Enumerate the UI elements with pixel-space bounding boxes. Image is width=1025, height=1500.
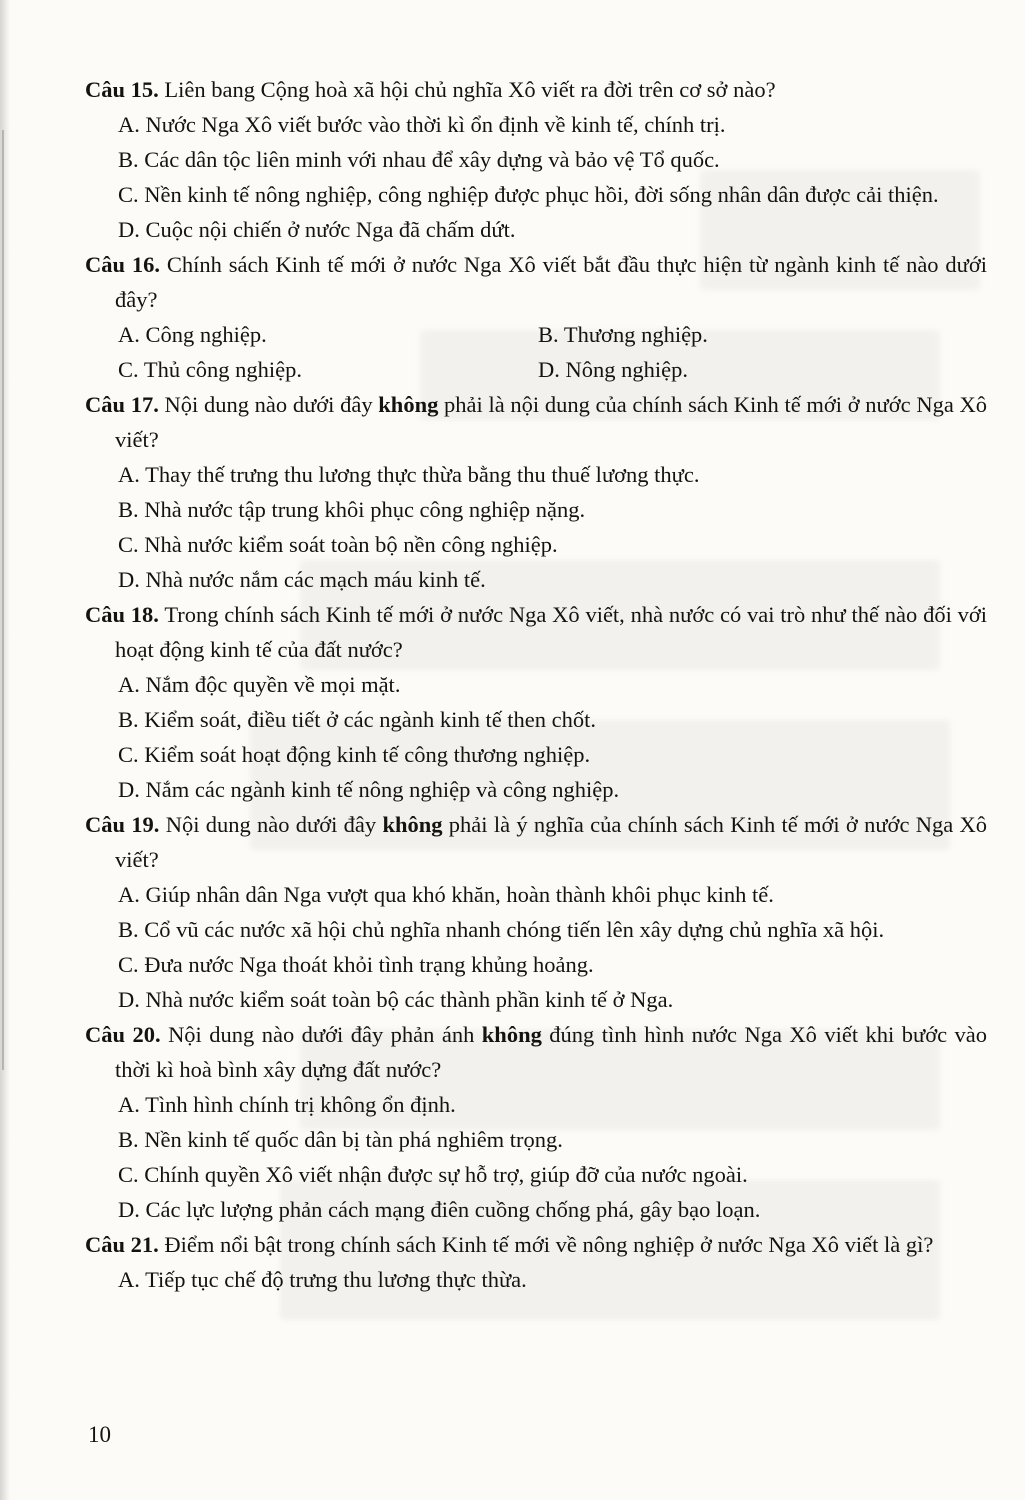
option-key: B. [118, 147, 139, 172]
option-text: Nhà nước kiểm soát toàn bộ nền công nghiệp. [144, 532, 558, 557]
option-key: B. [538, 322, 559, 347]
option-text: Cuộc nội chiến ở nước Nga đã chấm dứt. [145, 217, 516, 242]
option-key: C. [118, 1162, 139, 1187]
option-key: A. [118, 1267, 140, 1292]
option-d [118, 1192, 987, 1227]
question-stem [85, 247, 987, 317]
question-label: Câu 15. [85, 77, 159, 102]
options [118, 1262, 987, 1297]
option-a [118, 1262, 987, 1297]
stem-text: Nội dung nào dưới đây phản ánh [168, 1022, 482, 1047]
question-19 [85, 807, 987, 1017]
question-21 [85, 1227, 987, 1297]
stem-text: phải là nội dung của chính sách Kinh tế mới ở nước Nga Xô viết? [115, 392, 987, 452]
stem-text: Liên bang Cộng hoà xã hội chủ nghĩa Xô viết ra đời trên cơ sở nào? [164, 77, 776, 102]
stem-text: Điểm nổi bật trong chính sách Kinh tế mới về nông nghiệp ở nước Nga Xô viết là gì? [164, 1232, 934, 1257]
option-d [118, 772, 987, 807]
option-text: Thay thế trưng thu lương thực thừa bằng thu thuế lương thực. [145, 462, 700, 487]
option-text: Nhà nước tập trung khôi phục công nghiệp nặng. [144, 497, 586, 522]
option-text: Kiểm soát, điều tiết ở các ngành kinh tế then chốt. [144, 707, 597, 732]
option-b [118, 912, 987, 947]
option-key: D. [538, 357, 560, 382]
option-b [118, 702, 987, 737]
question-label: Câu 21. [85, 1232, 159, 1257]
option-a [118, 457, 987, 492]
options [118, 877, 987, 1017]
option-key: C. [118, 182, 139, 207]
option-text: Công nghiệp. [145, 322, 267, 347]
option-key: A. [118, 1092, 140, 1117]
option-text: Tình hình chính trị không ổn định. [145, 1092, 456, 1117]
option-d [118, 562, 987, 597]
option-d [118, 212, 987, 247]
option-c [118, 947, 987, 982]
stem-text: đúng tình hình nước Nga Xô viết khi bước vào thời kì hoà bình xây dựng đất nước? [115, 1022, 988, 1082]
option-key: B. [118, 497, 139, 522]
stem-bold-word: không [382, 812, 443, 837]
option-b [538, 317, 987, 352]
stem-text: Chính sách Kinh tế mới ở nước Nga Xô viết bắt đầu thực hiện từ ngành kinh tế nào dưới đây? [115, 252, 988, 312]
option-key: D. [118, 777, 140, 802]
option-text: Cổ vũ các nước xã hội chủ nghĩa nhanh chóng tiến lên xây dựng chủ nghĩa xã hội. [144, 917, 885, 942]
question-label: Câu 20. [85, 1022, 161, 1047]
options [118, 107, 987, 247]
option-text: Thương nghiệp. [563, 322, 708, 347]
option-key: C. [118, 532, 139, 557]
question-label: Câu 16. [85, 252, 160, 277]
question-15 [85, 72, 987, 247]
question-17 [85, 387, 987, 597]
option-a [118, 667, 987, 702]
options [118, 317, 987, 387]
option-key: D. [118, 567, 140, 592]
option-a [118, 107, 987, 142]
option-c [118, 352, 538, 387]
option-text: Nắm các ngành kinh tế nông nghiệp và công nghiệp. [145, 777, 620, 802]
stem-text: Nội dung nào dưới đây [165, 812, 383, 837]
question-stem [85, 1227, 987, 1262]
option-text: Giúp nhân dân Nga vượt qua khó khăn, hoàn thành khôi phục kinh tế. [145, 882, 774, 907]
option-c [118, 737, 987, 772]
stem-text: Nội dung nào dưới đây [164, 392, 379, 417]
question-stem [85, 72, 987, 107]
option-b [118, 1122, 987, 1157]
option-key: B. [118, 1127, 139, 1152]
options [118, 1087, 987, 1227]
option-a [118, 1087, 987, 1122]
option-text: Nước Nga Xô viết bước vào thời kì ổn định về kinh tế, chính trị. [145, 112, 726, 137]
option-text: Nhà nước kiểm soát toàn bộ các thành phần kinh tế ở Nga. [145, 987, 674, 1012]
option-text: Nhà nước nắm các mạch máu kinh tế. [145, 567, 486, 592]
option-text: Nền kinh tế nông nghiệp, công nghiệp được phục hồi, đời sống nhân dân được cải thiện. [144, 182, 939, 207]
option-key: A. [118, 112, 140, 137]
option-key: A. [118, 322, 140, 347]
option-key: A. [118, 462, 140, 487]
option-key: D. [118, 987, 140, 1012]
option-text: Các dân tộc liên minh với nhau để xây dựng và bảo vệ Tổ quốc. [144, 147, 720, 172]
option-b [118, 492, 987, 527]
option-c [118, 527, 987, 562]
option-b [118, 142, 987, 177]
option-key: C. [118, 357, 139, 382]
option-a [118, 877, 987, 912]
option-c [118, 177, 987, 212]
option-key: C. [118, 742, 139, 767]
option-text: Nền kinh tế quốc dân bị tàn phá nghiêm trọng. [144, 1127, 563, 1152]
question-stem [85, 387, 987, 457]
question-stem [85, 807, 987, 877]
question-18 [85, 597, 987, 807]
question-label: Câu 18. [85, 602, 159, 627]
scan-edge-line [2, 130, 4, 1070]
option-text: Kiểm soát hoạt động kinh tế công thương nghiệp. [144, 742, 591, 767]
option-text: Thủ công nghiệp. [143, 357, 302, 382]
stem-bold-word: không [378, 392, 439, 417]
question-label: Câu 17. [85, 392, 159, 417]
option-text: Chính quyền Xô viết nhận được sự hỗ trợ, giúp đỡ của nước ngoài. [144, 1162, 748, 1187]
question-20 [85, 1017, 987, 1227]
scan-edge-shadow [0, 0, 10, 1500]
option-key: B. [118, 707, 139, 732]
question-stem [85, 1017, 987, 1087]
option-key: D. [118, 217, 140, 242]
option-key: A. [118, 882, 140, 907]
option-key: A. [118, 672, 140, 697]
options [118, 457, 987, 597]
stem-text: Trong chính sách Kinh tế mới ở nước Nga Xô viết, nhà nước có vai trò như thế nào đối với hoạt động kinh tế của đất nước? [115, 602, 988, 662]
option-text: Đưa nước Nga thoát khỏi tình trạng khủng hoảng. [144, 952, 594, 977]
option-key: C. [118, 952, 139, 977]
option-key: D. [118, 1197, 140, 1222]
option-text: Các lực lượng phản cách mạng điên cuồng chống phá, gây bạo loạn. [145, 1197, 761, 1222]
question-stem [85, 597, 987, 667]
option-d [118, 982, 987, 1017]
option-a [118, 317, 538, 352]
option-text: Nắm độc quyền về mọi mặt. [145, 672, 401, 697]
page-number: 10 [88, 1422, 111, 1447]
option-text: Tiếp tục chế độ trưng thu lương thực thừa. [145, 1267, 527, 1292]
options [118, 667, 987, 807]
option-key: B. [118, 917, 139, 942]
question-label: Câu 19. [85, 812, 160, 837]
option-text: Nông nghiệp. [565, 357, 688, 382]
option-d [538, 352, 987, 387]
question-16 [85, 247, 987, 387]
option-c [118, 1157, 987, 1192]
stem-bold-word: không [481, 1022, 542, 1047]
questions-list [85, 72, 987, 1297]
stem-text: phải là ý nghĩa của chính sách Kinh tế mới ở nước Nga Xô viết? [115, 812, 987, 872]
